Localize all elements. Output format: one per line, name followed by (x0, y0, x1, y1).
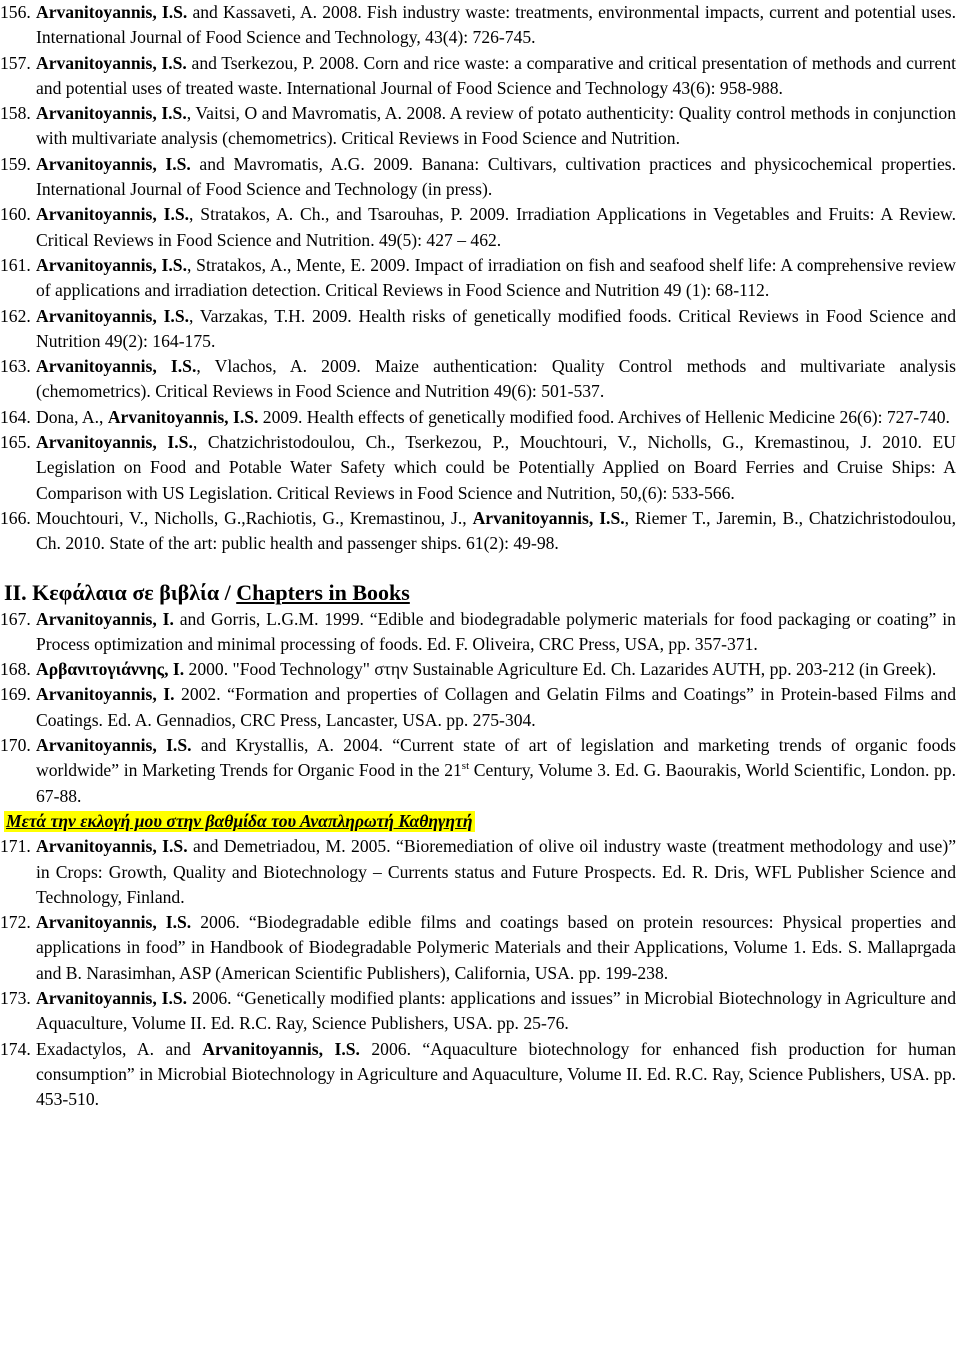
reference-text: , Vlachos, A. 2009. Maize authentication: Quality Control methods and multivariate analysis (chemometrics). Critical Reviews in Food Science and Nutrition 49(6): 501-537. (36, 356, 957, 402)
reference-163: 163. Arvanitoyannis, I.S., Vlachos, A. 2009. Maize authentication: Quality Control methods and multivariate analysis (chemometrics). Critical Reviews in Food Science and Nutrition 49(6): 501-537. (0, 356, 957, 402)
reference-text: and Kassaveti, A. 2008. Fish industry waste: treatments, environmental impacts, current and potential uses. International Journal of Food Science and Technology, 43(4): 726-745. (36, 2, 957, 48)
section-heading (4, 579, 960, 607)
reference-167: 167. Arvanitoyannis, I. and Gorris, L.G.M. 1999. “Edible and biodegradable polymeric materials for food packaging or coating” in Process optimization and minimal processing of foods. Ed. F. Oliveira, CRC Press, USA, pp. 357-371. (0, 608, 956, 654)
reference-165: 165. Arvanitoyannis, I.S., Chatzichristodoulou, Ch., Tserkezou, P., Mouchtouri, V., Nicholls, G., Kremastinou, J. 2010. EU Legislation on Food and Potable Water Safety which could be Potentially Applied on Board Ferries and Cruise Ships: A Comparison with US Legislation. Critical Reviews in Food Science and Nutrition, 50,(6): 533-566. (0, 432, 957, 503)
reference-author: Arvanitoyannis, I.S. (36, 432, 193, 453)
highlighted-note-text: Μετά την εκλογή μου στην βαθμίδα του Αναπληρωτή Καθηγητή (6, 810, 473, 831)
reference-coauthor: Mouchtouri, V., Nicholls, G.,Rachiotis, G., Kremastinou, J., (36, 507, 473, 528)
reference-text: 2006. “Genetically modified plants: applications and issues” in Microbial Biotechnology in Agriculture and Aquaculture, Volume II. Ed. R.C. Ray, Science Publishers, USA. pp. 25-76. (36, 987, 956, 1034)
reference-author: Arvanitoyannis, I. (36, 608, 174, 629)
reference-157: 157. Arvanitoyannis, I.S. and Tserkezou, P. 2008. Corn and rice waste: a comparative and critical presentation of methods and current and potential uses of treated waste. International Journal of Food Science and Technology 43(6): 958-988. (0, 52, 957, 98)
reference-158: 158. Arvanitoyannis, I.S., Vaitsi, O and Mavromatis, A. 2008. A review of potato authenticity: Quality control methods in conjunction with multivariate analysis (chemometrics). Critical Reviews in Food Science and Nutrition. (0, 103, 957, 149)
reference-author: Arvanitoyannis, I.S. (36, 836, 188, 857)
reference-text: , Stratakos, A. Ch., and Tsarouhas, P. 2009. Irradiation Applications in Vegetables and Fruits: A Review. Critical Reviews in Food Science and Nutrition. 49(5): 427 – 462. (36, 204, 956, 250)
reference-text-continued: Century, Volume 3. Ed. G. Baourakis, World Scientific, London. pp. 67-88. (36, 760, 957, 806)
reference-author: Arvanitoyannis, I.S. (36, 254, 187, 275)
section-title-greek: ΙΙ. Κεφάλαια σε βιβλία / (4, 579, 237, 605)
reference-161: 161. Arvanitoyannis, I.S., Stratakos, A., Mente, E. 2009. Impact of irradiation on fish and seafood shelf life: A comprehensive review of applications and irradiation detection. Critical Reviews in Food Science and Nutrition 49 (1): 68-112. (0, 254, 957, 301)
reference-author: Arvanitoyannis, I.S. (36, 987, 188, 1008)
reference-text: 2002. “Formation and properties of Collagen and Gelatin Films and Coatings” in Protein-based Films and Coatings. Ed. A. Gennadios, CRC Press, Lancaster, USA. pp. 275-304. (36, 684, 956, 730)
reference-164: 164. Dona, A., Arvanitoyannis, I.S. 2009. Health effects of genetically modified food. Archives of Hellenic Medicine 26(6): 727-740. (0, 406, 950, 427)
reference-coauthor: Dona, A., (36, 406, 108, 427)
highlighted-note (0, 809, 960, 834)
reference-author: Arvanitoyannis, I.S. (36, 153, 191, 174)
reference-author: Arvanitoyannis, I.S. (36, 735, 192, 756)
reference-author: Αρβανιτογιάννης, Ι. (36, 659, 185, 680)
reference-author: Arvanitoyannis, I.S. (36, 2, 188, 22)
reference-text: 2006. “Biodegradable edible films and coatings based on protein resources: Physical properties and applications in food” in Handbook of Biodegradable Polymeric Materials and their Applications, Volume 1. Eds. S. Mallaprgada and B. Narasimhan, ASP (American Scientific Publishers), California, USA. pp. 199-238. (36, 912, 956, 983)
reference-166: 166. Mouchtouri, V., Nicholls, G.,Rachiotis, G., Kremastinou, J., Arvanitoyannis, I.S., Riemer T., Jaremin, B., Chatzichristodoulou, Ch. 2010. State of the art: public health and passenger ships. 61(2): 49-98. (0, 507, 956, 554)
reference-text: , Varzakas, T.H. 2009. Health risks of genetically modified foods. Critical Reviews in Food Science and Nutrition 49(2): 164-175. (36, 305, 956, 351)
reference-text: , Chatzichristodoulou, Ch., Tserkezou, P., Mouchtouri, V., Nicholls, G., Kremastinou, J. 2010. EU Legislation on Food and Potable Water Safety which could be Potentially Applied on Board Ferries and Cruise Ships: A Comparison with US Legislation. Critical Reviews in Food Science and Nutrition, 50,(6): 533-566. (36, 432, 957, 503)
reference-text: , Vaitsi, O and Mavromatis, A. 2008. A review of potato authenticity: Quality control methods in conjunction with multivariate analysis (chemometrics). Critical Reviews in Food Science and Nutrition. (36, 103, 957, 149)
reference-170: 170. Arvanitoyannis, I.S. and Krystallis, A. 2004. “Current state of art of legislation and marketing trends of organic foods worldwide” in Marketing Trends for Organic Food in the 21st Century, Volume 3. Ed. G. Baourakis, World Scientific, London. pp. 67-88. (0, 735, 957, 806)
reference-text: and Mavromatis, A.G. 2009. Banana: Cultivars, cultivation practices and physicochemical properties. International Journal of Food Science and Technology (in press). (36, 153, 957, 200)
reference-text: , Stratakos, A., Mente, E. 2009. Impact of irradiation on fish and seafood shelf life: A comprehensive review of applications and irradiation detection. Critical Reviews in Food Science and Nutrition 49 (1): 68-112. (36, 254, 957, 301)
reference-author: Arvanitoyannis, I.S. (36, 305, 189, 326)
reference-text: and Tserkezou, P. 2008. Corn and rice waste: a comparative and critical presentation of methods and current and potential uses of treated waste. International Journal of Food Science and Technology 43(6): 958-988. (36, 52, 957, 98)
reference-168: 168. Αρβανιτογιάννης, Ι. 2000. "Food Technology" στην Sustainable Agriculture Ed. Ch. Lazarides AUTH, pp. 203-212 (in Greek). (0, 659, 937, 680)
reference-160: 160. Arvanitoyannis, I.S., Stratakos, A. Ch., and Tsarouhas, P. 2009. Irradiation Applications in Vegetables and Fruits: A Review. Critical Reviews in Food Science and Nutrition. 49(5): 427 – 462. (0, 204, 956, 250)
reference-author: Arvanitoyannis, I.S. (36, 356, 197, 377)
reference-text: and Gorris, L.G.M. 1999. “Edible and biodegradable polymeric materials for food packaging or coating” in Process optimization and minimal processing of foods. Ed. F. Oliveira, CRC Press, USA, pp. 357-371. (36, 608, 956, 654)
section-title-english: Chapters in Books (236, 579, 410, 605)
reference-171: 171. Arvanitoyannis, I.S. and Demetriadou, M. 2005. “Bioremediation of olive oil industry waste (treatment methodology and use)” in Crops: Growth, Quality and Biotechnology – Currents status and Future Prospects. Ed. R. Dris, WFL Publisher Science and Technology, Finland. (0, 836, 957, 907)
reference-text: 2009. Health effects of genetically modified food. Archives of Hellenic Medicine 26(6): 727-740. (258, 406, 950, 427)
reference-text: 2000. "Food Technology" στην Sustainable Agriculture Ed. Ch. Lazarides AUTH, pp. 203-212 (in Greek). (184, 659, 937, 680)
reference-text: and Demetriadou, M. 2005. “Bioremediation of olive oil industry waste (treatment methodology and use)” in Crops: Growth, Quality and Biotechnology – Currents status and Future Prospects. Ed. R. Dris, WFL Publisher Science and Technology, Finland. (36, 836, 957, 907)
reference-author: Arvanitoyannis, I.S. (36, 103, 187, 124)
reference-text: and Krystallis, A. 2004. “Current state of art of legislation and marketing trends of organic foods worldwide” in Marketing Trends for Organic Food in the 21 (36, 735, 957, 781)
reference-author: Arvanitoyannis, I.S. (107, 406, 259, 427)
reference-author: Arvanitoyannis, I.S. (36, 52, 187, 73)
reference-text: 2006. “Aquaculture biotechnology for enhanced fish production for human consumption” in Microbial Biotechnology in Agriculture and Aquaculture, Volume II. Ed. R.C. Ray, Science Publishers, USA. pp. 453-510. (36, 1038, 956, 1110)
reference-162: 162. Arvanitoyannis, I.S., Varzakas, T.H. 2009. Health risks of genetically modified foods. Critical Reviews in Food Science and Nutrition 49(2): 164-175. (0, 305, 956, 351)
reference-author: Arvanitoyannis, I. (36, 684, 175, 705)
reference-156: 156. Arvanitoyannis, I.S. and Kassaveti, A. 2008. Fish industry waste: treatments, environmental impacts, current and potential uses. International Journal of Food Science and Technology, 43(4): 726-745. (0, 2, 957, 48)
reference-text: , Riemer T., Jaremin, B., Chatzichristodoulou, Ch. 2010. State of the art: public health and passenger ships. 61(2): 49-98. (36, 507, 956, 554)
superscript: st (461, 760, 470, 773)
reference-author: Arvanitoyannis, I.S. (36, 204, 190, 225)
reference-coauthor: Exadactylos, A. and (36, 1038, 203, 1059)
reference-172: 172. Arvanitoyannis, I.S. 2006. “Biodegradable edible films and coatings based on protein resources: Physical properties and applications in food” in Handbook of Biodegradable Polymeric Materials and their Applications, Volume 1. Eds. S. Mallaprgada and B. Narasimhan, ASP (American Scientific Publishers), California, USA. pp. 199-238. (0, 912, 956, 983)
reference-author: Arvanitoyannis, I.S. (202, 1038, 360, 1059)
reference-author: Arvanitoyannis, I.S. (36, 912, 192, 933)
reference-173: 173. Arvanitoyannis, I.S. 2006. “Genetically modified plants: applications and issues” in Microbial Biotechnology in Agriculture and Aquaculture, Volume II. Ed. R.C. Ray, Science Publishers, USA. pp. 25-76. (0, 987, 956, 1034)
reference-174: 174. Exadactylos, A. and Arvanitoyannis, I.S. 2006. “Aquaculture biotechnology for enhanced fish production for human consumption” in Microbial Biotechnology in Agriculture and Aquaculture, Volume II. Ed. R.C. Ray, Science Publishers, USA. pp. 453-510. (0, 1038, 956, 1110)
reference-159: 159. Arvanitoyannis, I.S. and Mavromatis, A.G. 2009. Banana: Cultivars, cultivation practices and physicochemical properties. International Journal of Food Science and Technology (in press). (0, 153, 957, 200)
reference-169: 169. Arvanitoyannis, I. 2002. “Formation and properties of Collagen and Gelatin Films and Coatings” in Protein-based Films and Coatings. Ed. A. Gennadios, CRC Press, Lancaster, USA. pp. 275-304. (0, 684, 956, 730)
reference-author: Arvanitoyannis, I.S. (472, 507, 625, 528)
